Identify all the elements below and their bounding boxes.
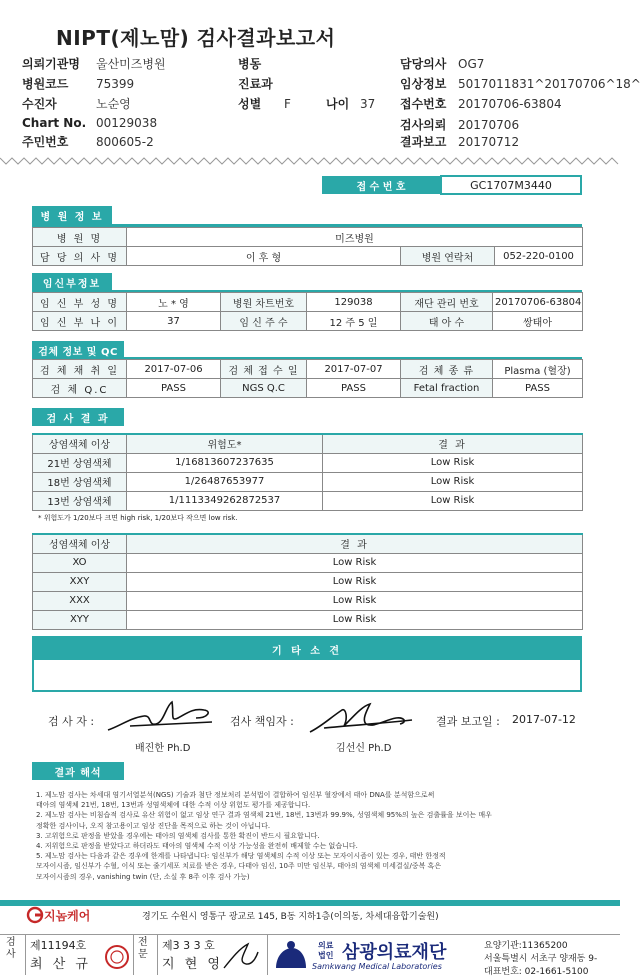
header-chart-no <box>22 116 157 130</box>
risk-value: 1/26487653977 <box>127 472 323 491</box>
table-row <box>33 360 583 379</box>
header-value: 00129038 <box>96 116 158 130</box>
sex-chrom-name: XO <box>33 553 127 572</box>
other-findings-box <box>32 636 582 692</box>
table-row <box>33 553 583 572</box>
institution-code: 요양기관:11365200 <box>484 941 568 951</box>
interpretation-line: 1. 제노맘 검사는 차세대 염기서열분석(NGS) 기술과 첨단 정보처리 분석법이 결합하여 임신부 혈장에서 태아 DNA를 분석함으로써 <box>36 791 435 799</box>
hospital-name-label: 병 원 명 <box>33 228 127 247</box>
specimen-table <box>32 359 583 398</box>
result-value: Low Risk <box>323 453 583 472</box>
tester-name: 배진한 Ph.D <box>135 743 191 754</box>
header-accession-no <box>400 95 562 112</box>
report-date-value: 2017-07-12 <box>512 713 576 726</box>
pregnant-table <box>32 292 583 331</box>
collection-date-label: 검 체 채 취 일 <box>33 360 127 379</box>
header-report-date <box>400 133 519 150</box>
management-no-label: 재단 관리 번호 <box>401 293 493 312</box>
table-row <box>33 591 583 610</box>
header-request-date <box>400 116 519 133</box>
header-value: 75399 <box>96 77 135 91</box>
risk-footnote: * 위험도가 1/20보다 크면 high risk, 1/20보다 작으면 low risk. <box>38 514 238 522</box>
header-clinical-info <box>400 75 641 92</box>
person-name: 지 현 영 <box>162 957 223 972</box>
receipt-date-value: 2017-07-07 <box>307 360 401 379</box>
interpretation-text <box>36 790 566 882</box>
header-label: 검사의뢰 <box>400 118 447 132</box>
hospital-section-title: 병 원 정 보 <box>32 206 112 224</box>
management-no-value: 20170706-63804 <box>493 293 583 312</box>
header-label: 임상정보 <box>400 77 447 91</box>
result-value: Low Risk <box>127 610 583 629</box>
sex-chrom-name: XXX <box>33 591 127 610</box>
header-label: 수진자 <box>22 97 57 111</box>
pregnant-name-value: 노 * 영 <box>127 293 221 312</box>
fetal-fraction-label: Fetal fraction <box>401 379 493 398</box>
result-value: Low Risk <box>323 472 583 491</box>
header-label: 병동 <box>238 57 262 71</box>
table-row <box>33 572 583 591</box>
chromosome-name: 21번 상염색체 <box>33 453 127 472</box>
hospital-contact-label: 병원 연락처 <box>401 247 495 266</box>
result-value: Low Risk <box>127 591 583 610</box>
header-department <box>238 75 284 92</box>
tester-label: 검 사 자 : <box>48 715 95 728</box>
chart-no-value: 129038 <box>307 293 401 312</box>
doctor-name-value: 이 후 형 <box>127 247 401 266</box>
header-label: 성별 <box>238 97 262 111</box>
risk-header: 위험도* <box>127 434 323 453</box>
header-hospital-code <box>22 75 134 92</box>
lab-address: 경기도 수원시 영통구 광교로 145, B동 지하1층(이의동, 차세대융합기술원) <box>142 912 439 922</box>
interpretation-line: 정확한 검사이나, 오직 참고용이고 임상 진단을 목적으로 하는 것이 아닙니다. <box>36 821 271 830</box>
header-value: 20170712 <box>458 135 520 149</box>
header-patient <box>22 95 131 112</box>
header-label: 접수번호 <box>400 97 447 111</box>
report-date-label: 결과 보고일 : <box>436 715 500 728</box>
brand-kind: 의료 법인 <box>318 941 334 960</box>
table-row <box>33 247 583 266</box>
fetus-count-label: 태 아 수 <box>401 312 493 331</box>
header-age <box>326 95 375 112</box>
header-label: 담당의사 <box>400 57 447 71</box>
table-row <box>33 293 583 312</box>
table-header-row <box>33 434 583 453</box>
hospital-contact-value: 052-220-0100 <box>495 247 583 266</box>
interpretation-title: 결과 해석 <box>32 762 124 780</box>
risk-value: 1/1113349262872537 <box>127 491 323 510</box>
footer-divider <box>0 900 620 906</box>
signature-mark <box>218 940 262 972</box>
header-value: 37 <box>360 97 376 111</box>
manager-signature <box>304 698 416 738</box>
manager-label: 검사 책임자 : <box>230 715 294 728</box>
fetus-count-value: 쌍태아 <box>493 312 583 331</box>
table-row <box>33 491 583 510</box>
result-value: Low Risk <box>323 491 583 510</box>
receipt-number-label: 접 수 번 호 <box>322 176 440 194</box>
header-value: 20170706-63804 <box>458 97 562 111</box>
chromosome-name: 13번 상염색체 <box>33 491 127 510</box>
header-value: 800605-2 <box>96 135 154 149</box>
header-label: 진료과 <box>238 77 273 91</box>
samkwang-brand: 삼광의료재단 <box>342 942 447 963</box>
hospital-table <box>32 227 583 266</box>
representative-number: 대표번호: 02-1661-5100 <box>484 967 589 977</box>
gestational-week-value: 12 주 5 일 <box>307 312 401 331</box>
manager-name: 김선신 Ph.D <box>336 743 392 754</box>
table-header-row <box>33 534 583 553</box>
interpretation-line: 4. 저위험으로 판정을 받았다고 하더라도 태아의 염색체 수적 이상 가능성을 완전히 배제할 수는 없습니다. <box>36 842 358 851</box>
samkwang-address: 서울특별시 서초구 양재동 9- <box>484 954 598 964</box>
report-title: NIPT(제노맘) 검사결과보고서 <box>56 26 336 50</box>
header-value: 20170706 <box>458 118 520 132</box>
pregnant-age-value: 37 <box>127 312 221 331</box>
bottom-cell-label: 검사 <box>0 935 26 975</box>
header-value: OG7 <box>458 57 485 71</box>
specimen-type-value: Plasma (혈장) <box>493 360 583 379</box>
gestational-week-label: 임 신 주 수 <box>221 312 307 331</box>
result-section-title: 검 사 결 과 <box>32 408 124 426</box>
table-row <box>33 312 583 331</box>
doctor-name-label: 담 당 의 사 명 <box>33 247 127 266</box>
tear-line <box>0 156 620 166</box>
specimen-qc-label: 검 체 Q.C <box>33 379 127 398</box>
header-sex <box>238 95 291 112</box>
specimen-type-label: 검 체 종 류 <box>401 360 493 379</box>
interpretation-line: 5. 제노맘 검사는 다음과 같은 경우에 한계를 나타냅니다: 임신부가 해당 염색체의 수적 이상 또는 모자이시즘이 있는 경우, 태반 한정적 <box>36 852 446 861</box>
header-value: 5017011831^20170706^18^ <box>458 77 641 91</box>
tester-signature <box>100 696 218 736</box>
risk-value: 1/16813607237635 <box>127 453 323 472</box>
header-label: 결과보고 <box>400 135 447 149</box>
samkwang-brand-sub: Samkwang Medical Laboratories <box>312 962 442 971</box>
pregnant-name-label: 임 신 부 성 명 <box>33 293 127 312</box>
receipt-number-value: GC1707M3440 <box>440 175 582 195</box>
header-institution <box>22 55 166 72</box>
samkwang-logo-icon <box>272 938 310 972</box>
header-value: 울산미즈병원 <box>96 57 166 71</box>
chart-no-label: 병원 차트번호 <box>221 293 307 312</box>
bottom-cell-label: 전문 <box>134 935 158 975</box>
table-row <box>33 610 583 629</box>
genocare-logo-icon <box>26 906 44 924</box>
header-ward <box>238 55 284 72</box>
samkwang-info <box>484 940 597 979</box>
table-row <box>33 453 583 472</box>
pregnant-section-title: 임신부정보 <box>32 273 112 291</box>
header-label: Chart No. <box>22 116 87 130</box>
header-label: 나이 <box>326 97 350 111</box>
license-number: 제3 3 3 호 <box>162 939 215 952</box>
header-resident-no <box>22 133 154 150</box>
sex-chrom-name: XXY <box>33 572 127 591</box>
header-label: 병원코드 <box>22 77 69 91</box>
pregnant-age-label: 임 신 부 나 이 <box>33 312 127 331</box>
specimen-qc-value: PASS <box>127 379 221 398</box>
header-label: 의뢰기관명 <box>22 57 80 71</box>
autosome-result-table <box>32 433 583 511</box>
header-value: 노순영 <box>96 97 131 111</box>
hospital-name-value: 미즈병원 <box>127 228 583 247</box>
result-value: Low Risk <box>127 553 583 572</box>
person-name: 최 산 규 <box>30 957 91 972</box>
table-row <box>33 228 583 247</box>
specimen-section-title: 검체 정보 및 QC <box>32 341 124 359</box>
genocare-logo: 지놈케어 <box>44 909 91 923</box>
sex-chrom-name: XYY <box>33 610 127 629</box>
table-row <box>33 379 583 398</box>
header-label: 주민번호 <box>22 135 69 149</box>
chromosome-name: 18번 상염색체 <box>33 472 127 491</box>
ngs-qc-label: NGS Q.C <box>221 379 307 398</box>
sex-chrom-header: 성염색체 이상 <box>33 534 127 553</box>
header-doctor <box>400 55 484 72</box>
interpretation-line: 3. 고위험으로 판정을 받았을 경우에는 태아의 염색체 검사를 통한 확진이 반드시 필요합니다. <box>36 831 320 840</box>
interpretation-line: 태아의 염색체 21번, 18번, 13번과 성염색체에 대한 수적 이상 위험도 평가를 제공합니다. <box>36 801 311 810</box>
other-findings-title: 기 타 소 견 <box>34 638 580 660</box>
official-seal-icon <box>104 944 130 970</box>
result-header: 결 과 <box>127 534 583 553</box>
sex-chromosome-table <box>32 533 583 630</box>
interpretation-line: 모자이시즘, 임신부가 수혈, 이식 또는 줄기세포 치료를 받은 경우, 다태아 임신, 10주 미만 임신부, 태아의 염색체 미세결실/중복 혹은 <box>36 862 442 871</box>
fetal-fraction-value: PASS <box>493 379 583 398</box>
header-value: F <box>284 97 291 111</box>
license-number: 제11194호 <box>30 939 87 952</box>
receipt-date-label: 검 체 접 수 일 <box>221 360 307 379</box>
result-value: Low Risk <box>127 572 583 591</box>
interpretation-line: 모자이시즘의 경우, vanishing twin (단, 소실 후 8주 이후 검사 가능) <box>36 872 250 881</box>
interpretation-line: 2. 제노맘 검사는 비침습적 검사로 유산 위험이 없고 임상 연구 결과 염색체 21번, 18번, 13번과 99.9%, 성염색체 95%의 높은 검출률을 보이는 매우 <box>36 811 492 820</box>
ngs-qc-value: PASS <box>307 379 401 398</box>
result-header: 결 과 <box>323 434 583 453</box>
autosome-header: 상염색체 이상 <box>33 434 127 453</box>
table-row <box>33 472 583 491</box>
collection-date-value: 2017-07-06 <box>127 360 221 379</box>
